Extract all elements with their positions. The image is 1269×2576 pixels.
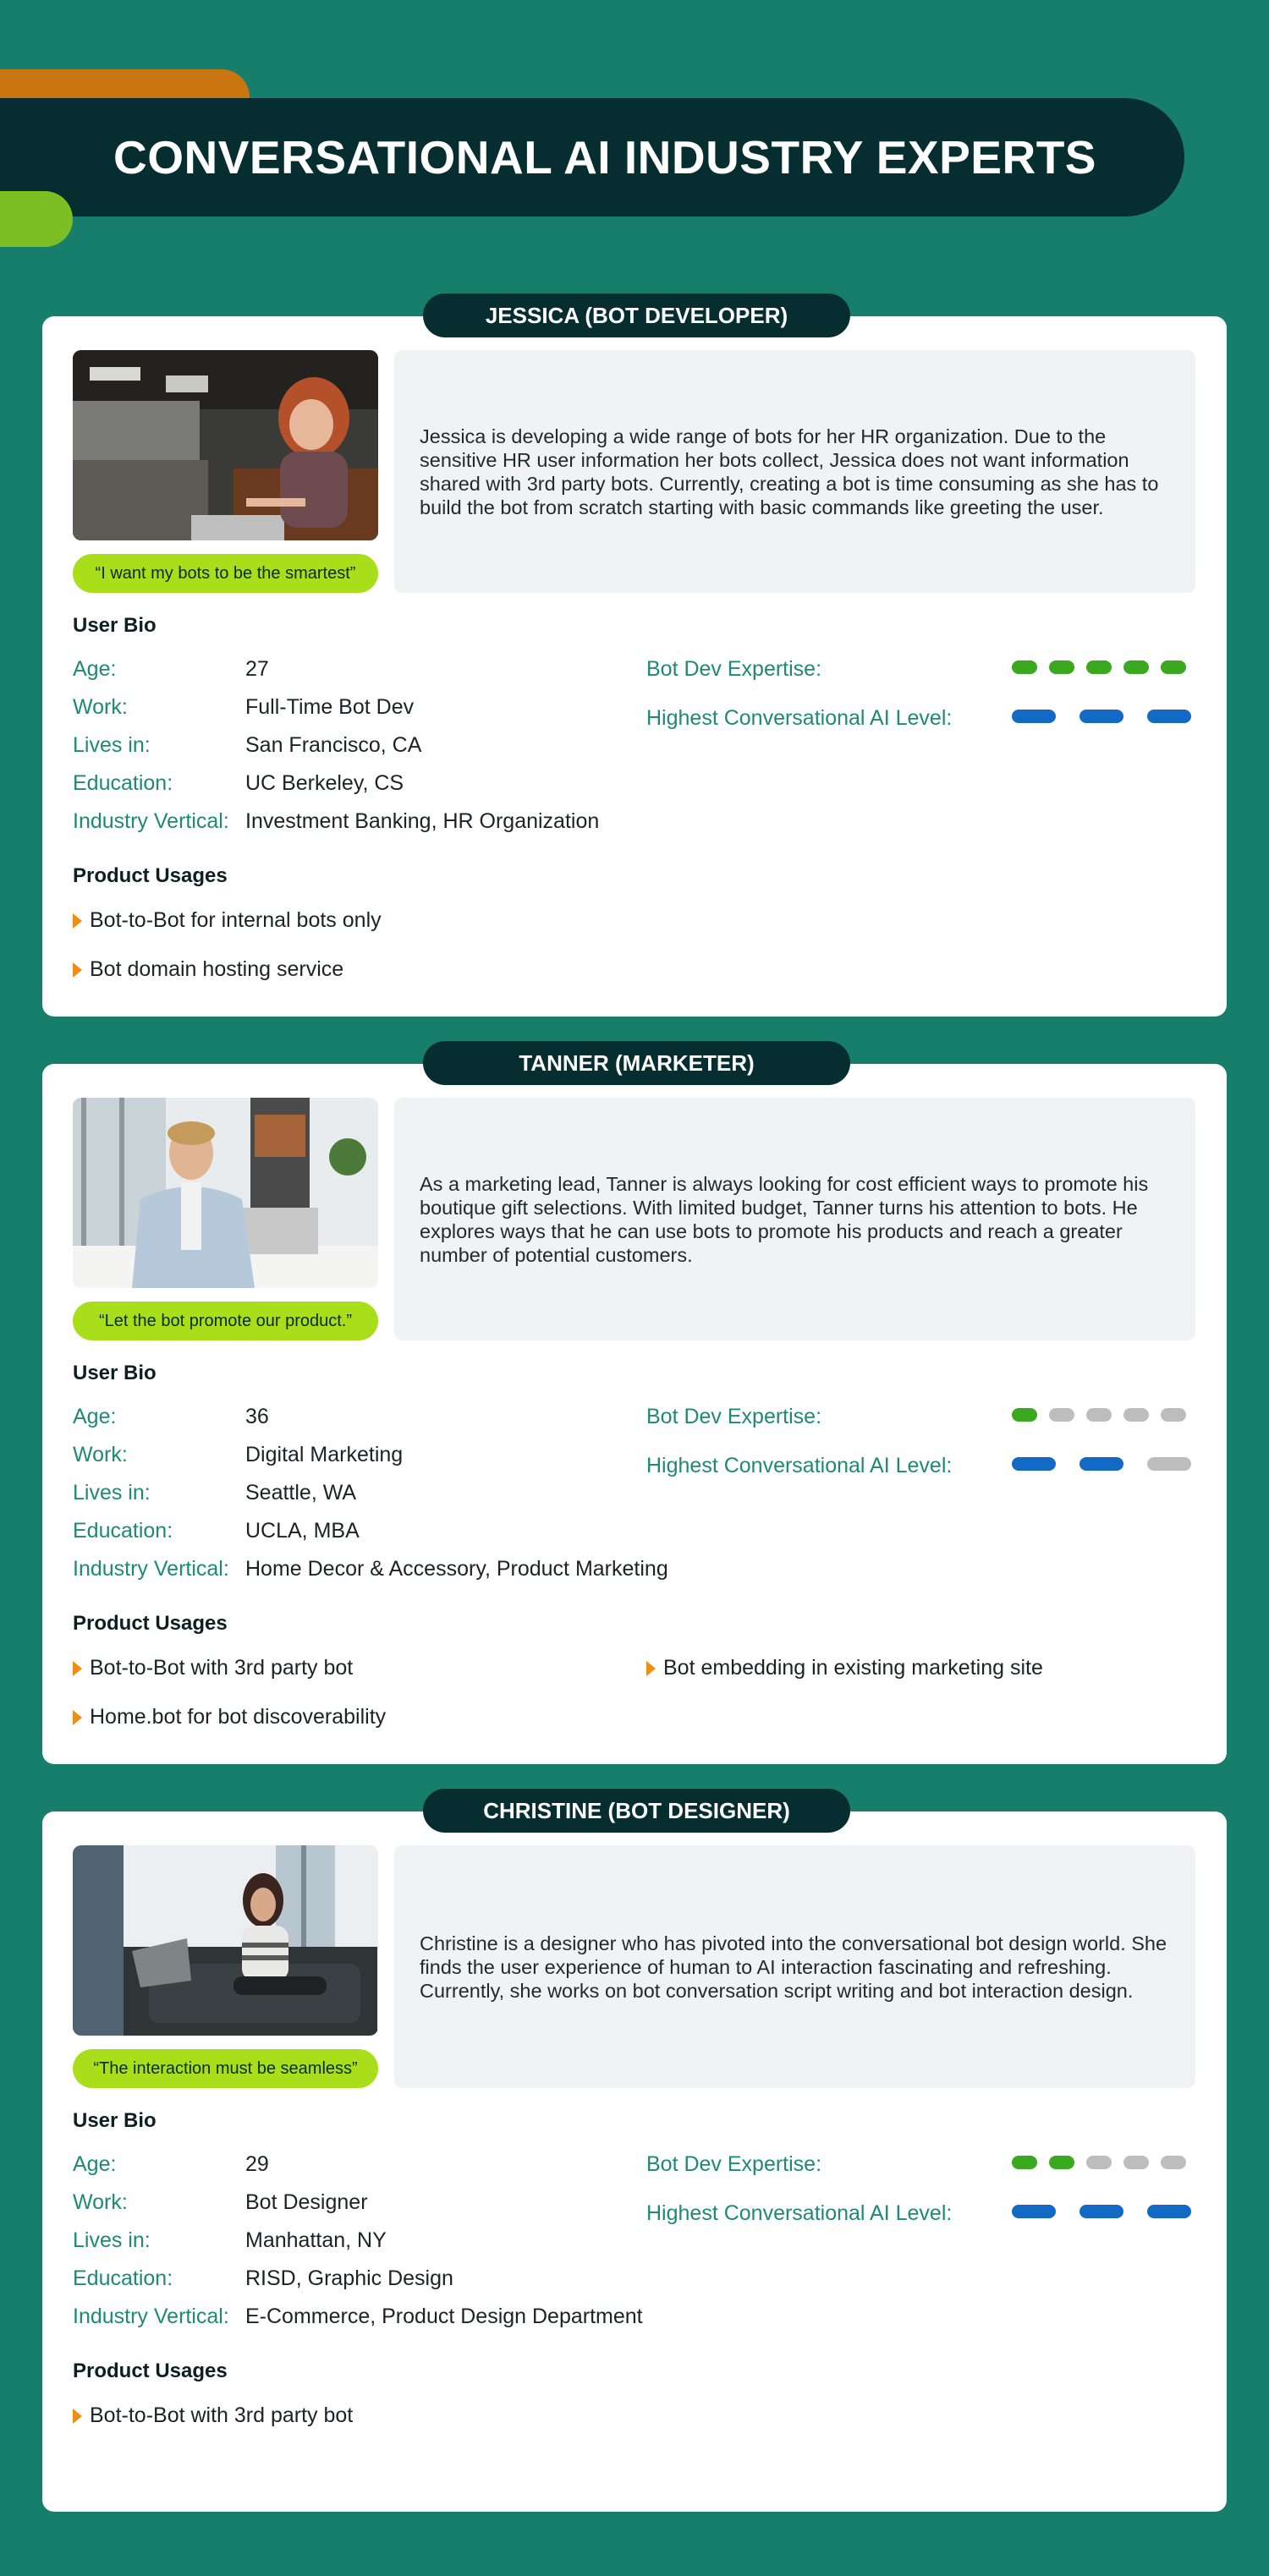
bullet-arrow-icon xyxy=(646,1661,656,1676)
skill-ratings xyxy=(646,2152,1188,2250)
persona-card-jessica xyxy=(42,302,1227,1017)
rating-dot xyxy=(1079,2205,1123,2218)
persona-photo xyxy=(73,350,378,540)
rating-dot xyxy=(1012,2156,1037,2169)
lives-in-value: Manhattan, NY xyxy=(245,2228,387,2252)
banner-accent-green xyxy=(0,191,73,247)
persona-description-box xyxy=(394,1845,1195,2088)
rating-dot xyxy=(1049,2156,1074,2169)
usage-text: Bot-to-Bot with 3rd party bot xyxy=(90,1656,354,1680)
persona-description: Jessica is developing a wide range of bots for her HR organization. Due to the sensitive HR user information her bots collect, Jessica does not want information shared with 3rd party bots. Currently, creating a bot is time consuming as she has to build the bot from scratch starting with basic commands like greeting the user. xyxy=(420,425,1159,518)
persona-quote: “The interaction must be seamless” xyxy=(73,2049,378,2088)
lives-in-label: Lives in: xyxy=(73,733,151,757)
usage-item xyxy=(73,1705,386,1729)
education-value: UC Berkeley, CS xyxy=(245,771,404,795)
usage-text: Bot embedding in existing marketing site xyxy=(663,1656,1043,1680)
rating-dot xyxy=(1123,1408,1149,1422)
industry-vertical-value: E-Commerce, Product Design Department xyxy=(245,2305,643,2328)
rating-dot xyxy=(1012,1457,1056,1471)
rating-dot xyxy=(1012,710,1056,723)
page-title: CONVERSATIONAL AI INDUSTRY EXPERTS xyxy=(113,131,1096,184)
persona-description-box xyxy=(394,1098,1195,1340)
rating-dot xyxy=(1161,2156,1186,2169)
lives-in-label: Lives in: xyxy=(73,1481,151,1504)
work-value: Digital Marketing xyxy=(245,1443,404,1466)
ai-level-rating xyxy=(1012,710,1215,723)
age-value: 36 xyxy=(245,1405,269,1428)
age-label: Age: xyxy=(73,2152,117,2176)
bot-dev-expertise-rating xyxy=(1012,660,1198,674)
rating-dot xyxy=(1147,710,1191,723)
persona-name-tab: TANNER (MARKETER) xyxy=(423,1041,850,1085)
rating-dot xyxy=(1079,710,1123,723)
rating-dot xyxy=(1123,660,1149,674)
user-bio-heading: User Bio xyxy=(73,614,157,637)
industry-vertical-label: Industry Vertical: xyxy=(73,1557,229,1581)
bullet-arrow-icon xyxy=(73,962,82,978)
bot-dev-expertise-label: Bot Dev Expertise: xyxy=(646,657,822,681)
rating-dot xyxy=(1049,660,1074,674)
ai-level-rating xyxy=(1012,2205,1215,2218)
usage-text: Bot domain hosting service xyxy=(90,957,344,981)
product-usages-heading: Product Usages xyxy=(73,2360,228,2382)
persona-description: As a marketing lead, Tanner is always looking for cost efficient ways to promote his boutique gift selections. With limited budget, Tanner turns his attention to bots. He explores ways that he can use bots to promote his products and reach a greater number of potential customers. xyxy=(420,1172,1149,1266)
work-label: Work: xyxy=(73,2190,128,2214)
rating-dot xyxy=(1012,1408,1037,1422)
usage-text: Bot-to-Bot for internal bots only xyxy=(90,908,382,932)
user-bio-heading: User Bio xyxy=(73,2109,157,2132)
rating-dot xyxy=(1049,1408,1074,1422)
bot-dev-expertise-label: Bot Dev Expertise: xyxy=(646,1405,822,1428)
skill-ratings xyxy=(646,657,1188,755)
title-banner xyxy=(0,98,1184,216)
industry-vertical-label: Industry Vertical: xyxy=(73,809,229,833)
persona-description-box xyxy=(394,350,1195,593)
rating-dot xyxy=(1147,1457,1191,1471)
persona-photo xyxy=(73,1845,378,2036)
bullet-arrow-icon xyxy=(73,913,82,929)
education-label: Education: xyxy=(73,1519,173,1543)
rating-dot xyxy=(1161,1408,1186,1422)
bot-dev-expertise-rating xyxy=(1012,1408,1198,1422)
age-label: Age: xyxy=(73,657,117,681)
industry-vertical-label: Industry Vertical: xyxy=(73,2305,229,2328)
skill-ratings xyxy=(646,1405,1188,1503)
usage-text: Bot-to-Bot with 3rd party bot xyxy=(90,2403,354,2427)
work-value: Bot Designer xyxy=(245,2190,368,2214)
education-value: UCLA, MBA xyxy=(245,1519,360,1543)
persona-quote: “I want my bots to be the smartest” xyxy=(73,554,378,593)
work-label: Work: xyxy=(73,1443,128,1466)
usage-item xyxy=(73,908,382,933)
age-value: 29 xyxy=(245,2152,269,2176)
ai-level-label: Highest Conversational AI Level: xyxy=(646,706,953,730)
rating-dot xyxy=(1012,2205,1056,2218)
rating-dot xyxy=(1086,2156,1112,2169)
ai-level-label: Highest Conversational AI Level: xyxy=(646,2201,953,2225)
usage-item xyxy=(73,2403,353,2428)
industry-vertical-value: Investment Banking, HR Organization xyxy=(245,809,600,833)
bullet-arrow-icon xyxy=(73,1710,82,1725)
persona-name-tab: JESSICA (BOT DEVELOPER) xyxy=(423,293,850,337)
education-value: RISD, Graphic Design xyxy=(245,2266,453,2290)
usage-text: Home.bot for bot discoverability xyxy=(90,1705,387,1729)
lives-in-value: Seattle, WA xyxy=(245,1481,357,1504)
ai-level-rating xyxy=(1012,1457,1215,1471)
usage-item xyxy=(73,1656,353,1680)
user-bio xyxy=(73,2152,643,2343)
persona-name-tab: CHRISTINE (BOT DESIGNER) xyxy=(423,1789,850,1833)
age-value: 27 xyxy=(245,657,269,681)
work-value: Full-Time Bot Dev xyxy=(245,695,415,719)
usage-item xyxy=(73,957,343,982)
lives-in-label: Lives in: xyxy=(73,2228,151,2252)
user-bio-heading: User Bio xyxy=(73,1362,157,1384)
rating-dot xyxy=(1147,2205,1191,2218)
persona-quote: “Let the bot promote our product.” xyxy=(73,1302,378,1340)
education-label: Education: xyxy=(73,2266,173,2290)
usage-item xyxy=(646,1656,1043,1680)
persona-photo xyxy=(73,1098,378,1288)
rating-dot xyxy=(1079,1457,1123,1471)
rating-dot xyxy=(1161,660,1186,674)
education-label: Education: xyxy=(73,771,173,795)
ai-level-label: Highest Conversational AI Level: xyxy=(646,1454,953,1477)
bot-dev-expertise-label: Bot Dev Expertise: xyxy=(646,2152,822,2176)
user-bio xyxy=(73,1405,668,1595)
rating-dot xyxy=(1123,2156,1149,2169)
bullet-arrow-icon xyxy=(73,2409,82,2424)
bullet-arrow-icon xyxy=(73,1661,82,1676)
age-label: Age: xyxy=(73,1405,117,1428)
rating-dot xyxy=(1086,1408,1112,1422)
product-usages-heading: Product Usages xyxy=(73,864,228,887)
rating-dot xyxy=(1086,660,1112,674)
lives-in-value: San Francisco, CA xyxy=(245,733,422,757)
persona-description: Christine is a designer who has pivoted into the conversational bot design world. She finds the user experience of human to AI interaction fascinating and refreshing. Currently, she works on bot conversation script writing and bot interaction design. xyxy=(420,1932,1167,2002)
bot-dev-expertise-rating xyxy=(1012,2156,1198,2169)
product-usages-heading: Product Usages xyxy=(73,1612,228,1635)
persona-card-tanner xyxy=(42,1050,1227,1764)
user-bio xyxy=(73,657,599,847)
work-label: Work: xyxy=(73,695,128,719)
industry-vertical-value: Home Decor & Accessory, Product Marketing xyxy=(245,1557,668,1581)
persona-card-christine xyxy=(42,1797,1227,2512)
rating-dot xyxy=(1012,660,1037,674)
